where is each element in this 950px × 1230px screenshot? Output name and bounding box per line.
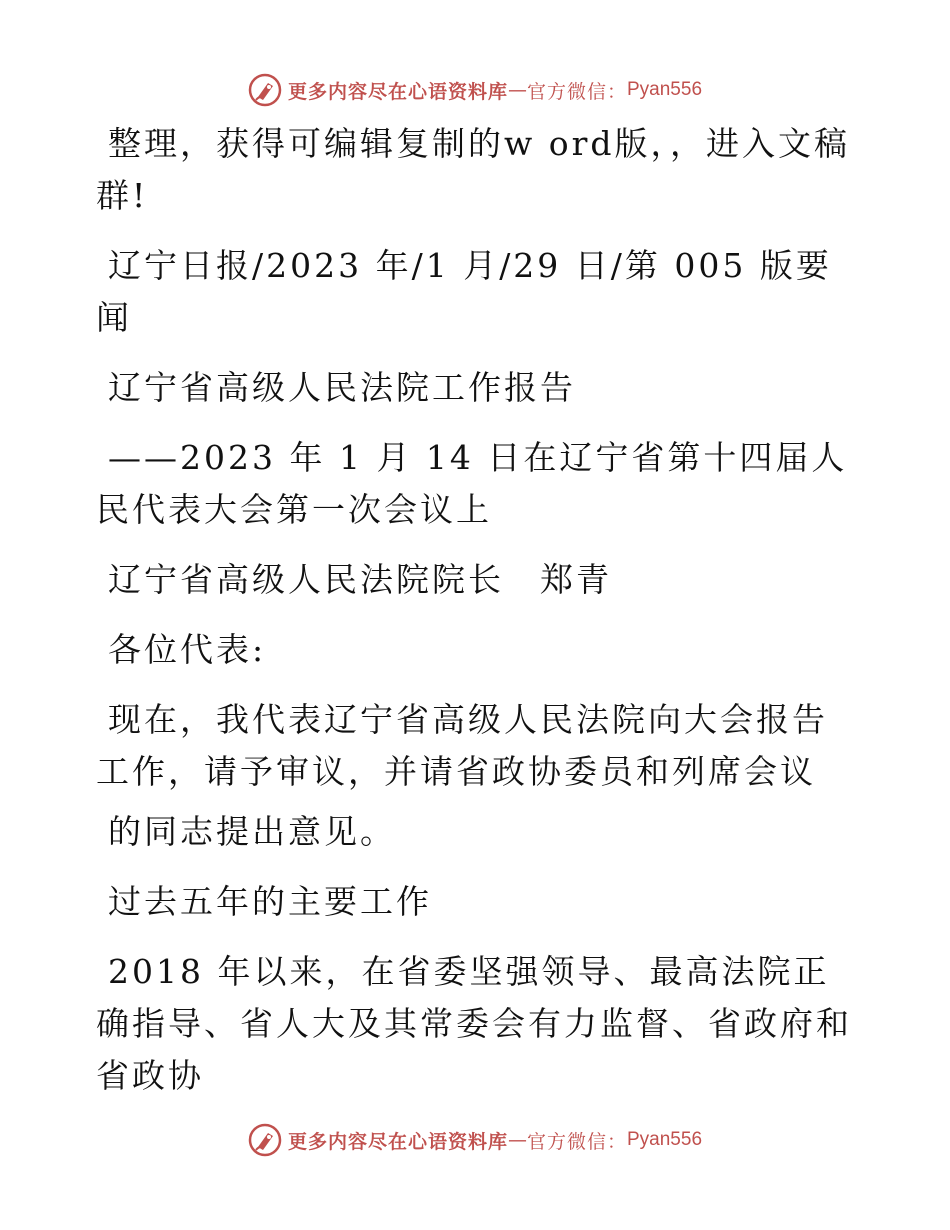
- paragraph: 各位代表:: [108, 630, 267, 669]
- banner-separator: —: [507, 1129, 527, 1151]
- pen-nib-icon: [248, 1123, 282, 1157]
- banner-wechat-id: Pyan556: [627, 79, 703, 100]
- banner-wechat-id: Pyan556: [627, 1129, 703, 1150]
- banner-brand: 更多内容尽在心语资料库: [287, 80, 508, 103]
- paragraph: 的同志提出意见。: [108, 812, 396, 851]
- paragraph: 整理，获得可编辑复制的w ord版，，进入文稿群!: [96, 124, 851, 215]
- pen-nib-icon: [248, 73, 282, 107]
- document-body: [96, 118, 856, 1120]
- paragraph: 现在，我代表辽宁省高级人民法院向大会报告工作，请予审议，并请省政协委员和列席会议: [96, 700, 828, 791]
- banner-separator: —: [507, 79, 527, 101]
- banner-brand: 更多内容尽在心语资料库: [287, 1130, 508, 1153]
- footer-banner: [0, 1120, 950, 1160]
- paragraph: 2018 年以来，在省委坚强领导、最高法院正确指导、省人大及其常委会有力监督、省政府和省政协: [96, 952, 852, 1095]
- paragraph: 过去五年的主要工作: [108, 882, 432, 921]
- paragraph: 辽宁省高级人民法院院长 郑青: [108, 560, 612, 599]
- paragraph: 辽宁省高级人民法院工作报告: [108, 368, 576, 407]
- paragraph: ——2023 年 1 月 14 日在辽宁省第十四届人民代表大会第一次会议上: [96, 438, 848, 529]
- header-banner: [0, 70, 950, 110]
- banner-subtitle: 官方微信：: [526, 1130, 627, 1153]
- paragraph: 辽宁日报/2023 年/1 月/29 日/第 005 版要闻: [96, 246, 832, 337]
- banner-subtitle: 官方微信：: [526, 80, 627, 103]
